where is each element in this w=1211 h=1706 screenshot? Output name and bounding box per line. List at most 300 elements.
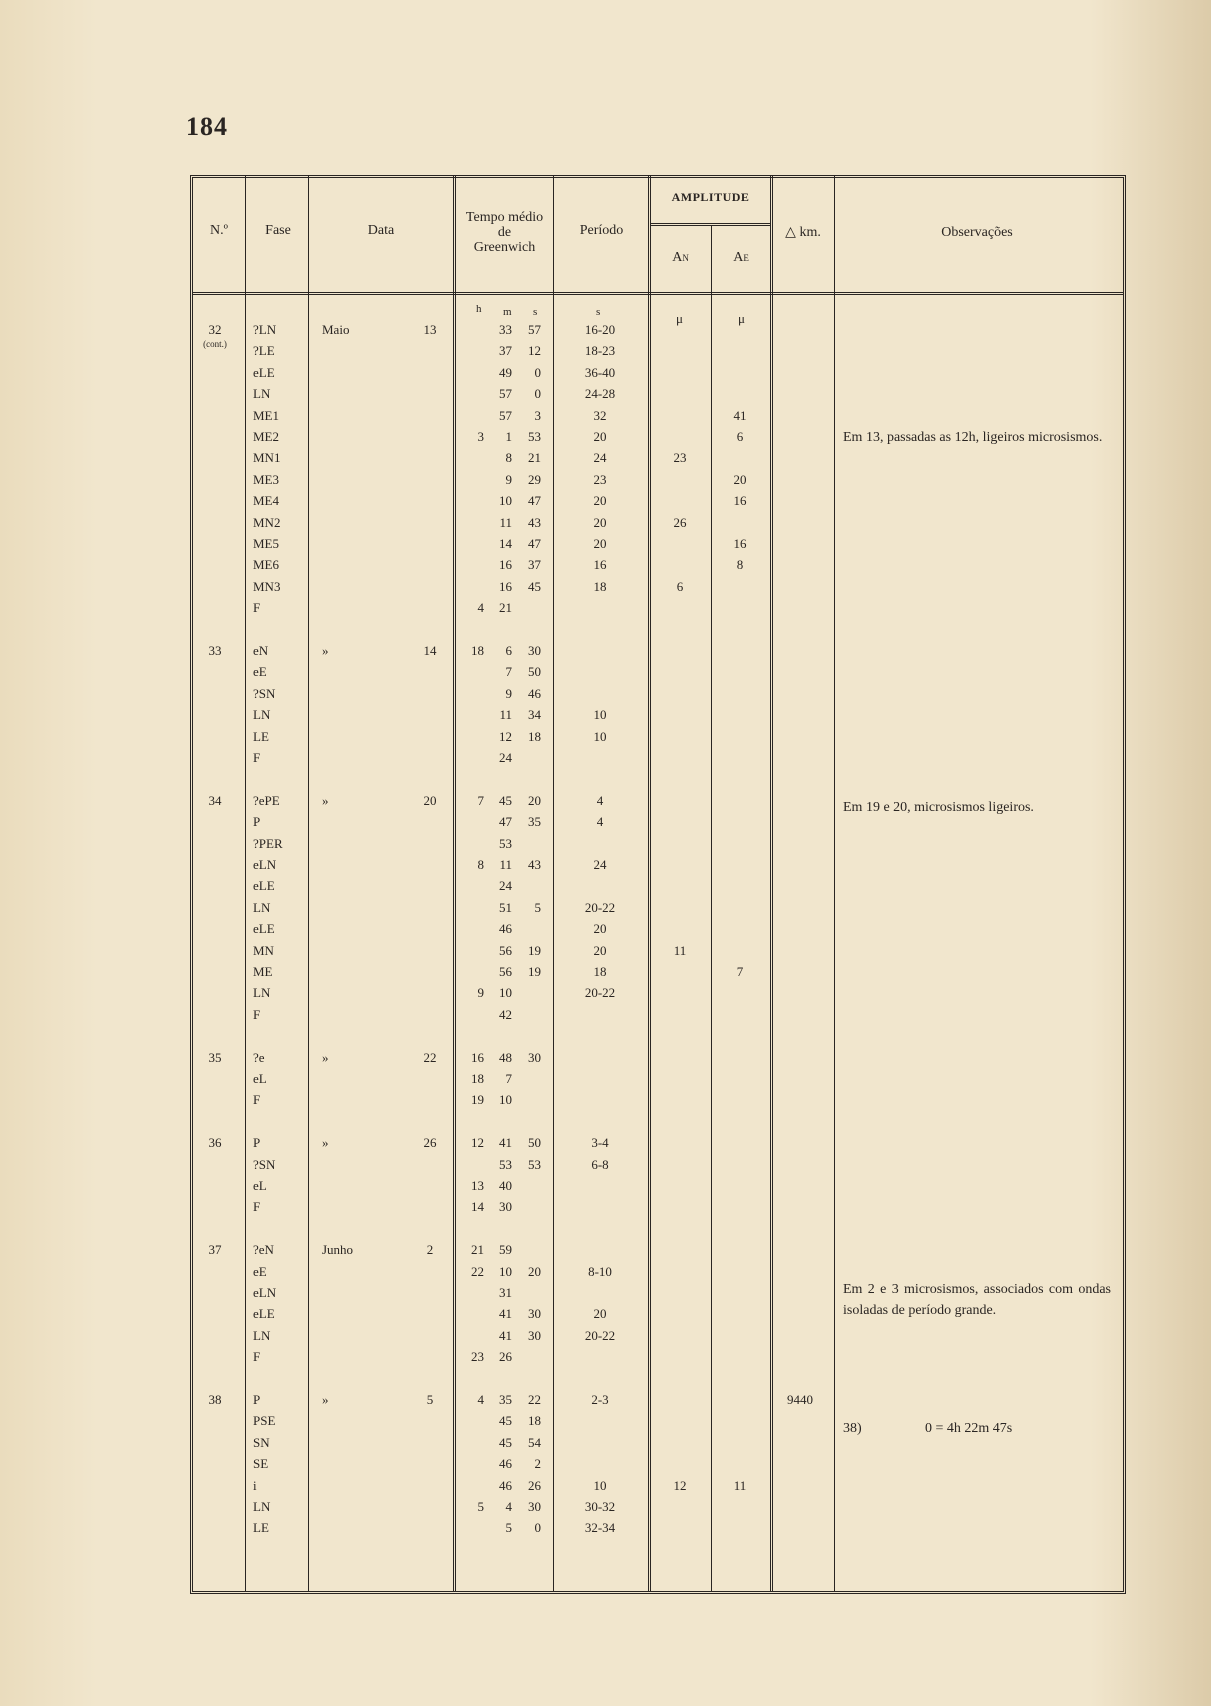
row-fase: eE xyxy=(253,1263,267,1279)
row-mes: » xyxy=(322,792,329,808)
row-fase: eLE xyxy=(253,364,275,380)
row-amplitude-e: 7 xyxy=(736,964,744,979)
row-fase: LN xyxy=(253,1327,271,1343)
row-periodo: 16-20 xyxy=(584,322,616,337)
row-hour: 23 xyxy=(471,1349,484,1365)
table-row xyxy=(0,1028,1211,1049)
row-amplitude-n: 12 xyxy=(673,1477,687,1493)
table-row xyxy=(0,322,1211,349)
row-fase: LN xyxy=(253,899,271,915)
row-second: 30 xyxy=(528,643,541,658)
table-row xyxy=(0,365,1211,386)
row-second: 57 xyxy=(528,322,541,337)
row-hour: 3 xyxy=(477,429,484,444)
row-fase: LN xyxy=(253,707,271,723)
row-minute: 41 xyxy=(499,1327,512,1343)
row-minute: 12 xyxy=(499,728,512,744)
row-fase: MN1 xyxy=(253,450,281,466)
row-periodo: 20 xyxy=(593,942,607,958)
row-second: 19 xyxy=(528,942,541,958)
row-periodo: 30-32 xyxy=(584,1499,616,1514)
row-fase: ME xyxy=(253,964,273,979)
row-fase: MN3 xyxy=(253,578,281,594)
row-minute: 24 xyxy=(499,878,512,894)
row-minute: 47 xyxy=(499,814,512,830)
row-fase: eL xyxy=(253,1178,267,1193)
table-row xyxy=(0,515,1211,536)
table-row xyxy=(0,643,1211,664)
table-row xyxy=(0,1520,1211,1541)
unit-ae: μ xyxy=(738,311,745,326)
row-minute: 21 xyxy=(499,600,512,616)
row-fase: eE xyxy=(253,664,267,680)
table-row xyxy=(0,1478,1211,1499)
row-second: 5 xyxy=(534,899,541,915)
row-fase: ?eN xyxy=(253,1242,274,1258)
row-minute: 8 xyxy=(505,450,512,466)
row-minute: 40 xyxy=(499,1178,512,1193)
row-number: 34 xyxy=(208,792,222,808)
row-second: 21 xyxy=(528,450,541,466)
row-minute: 49 xyxy=(499,364,512,380)
table-row xyxy=(0,921,1211,942)
table-row xyxy=(0,857,1211,878)
row-periodo: 18 xyxy=(593,578,607,594)
row-fase: PSE xyxy=(253,1413,276,1429)
row-amplitude-e: 16 xyxy=(733,536,747,551)
header-periodo: Período xyxy=(579,223,624,238)
row-second: 20 xyxy=(528,1263,541,1279)
row-periodo: 18-23 xyxy=(584,343,616,359)
row-minute: 53 xyxy=(499,1156,512,1172)
row-dia: 20 xyxy=(423,792,437,808)
row-second: 35 xyxy=(528,814,541,830)
row-fase: F xyxy=(253,1006,261,1022)
row-minute: 53 xyxy=(499,835,512,851)
row-fase: eLE xyxy=(253,921,275,937)
row-minute: 30 xyxy=(499,1199,512,1215)
table-row xyxy=(0,1157,1211,1178)
row-dia: 13 xyxy=(423,322,437,337)
row-periodo: 24 xyxy=(593,857,607,872)
table-row xyxy=(0,707,1211,728)
row-fase: P xyxy=(253,1392,261,1407)
row-periodo: 10 xyxy=(593,1477,607,1493)
header-ae-sub: E xyxy=(743,253,749,263)
row-mes: » xyxy=(322,1135,329,1151)
row-minute: 14 xyxy=(499,536,512,551)
unit-s: s xyxy=(533,306,538,318)
row-number: 32 xyxy=(208,322,222,337)
row-periodo: 6-8 xyxy=(591,1156,609,1172)
row-fase: SN xyxy=(253,1434,270,1450)
row-fase: ?ePE xyxy=(253,792,280,808)
row-minute: 57 xyxy=(499,386,512,402)
row-minute: 41 xyxy=(499,1135,512,1151)
table-row xyxy=(0,1050,1211,1071)
table-row xyxy=(0,1392,1211,1413)
row-periodo: 16 xyxy=(593,557,607,573)
table-row xyxy=(0,1413,1211,1434)
row-dia: 5 xyxy=(426,1392,434,1407)
row-minute: 4 xyxy=(505,1499,512,1514)
observation-38-ref: 38) xyxy=(843,1421,862,1436)
row-second: 53 xyxy=(528,1156,541,1172)
row-fase: ME1 xyxy=(253,407,279,423)
row-minute: 26 xyxy=(499,1349,512,1365)
row-minute: 11 xyxy=(499,514,512,530)
row-number: 36 xyxy=(208,1135,222,1151)
row-second: 47 xyxy=(528,536,541,551)
row-minute: 6 xyxy=(505,643,512,658)
row-fase: eLN xyxy=(253,1285,277,1300)
row-second: 54 xyxy=(528,1434,541,1450)
row-hour: 22 xyxy=(471,1263,484,1279)
row-amplitude-n: 23 xyxy=(673,450,687,466)
unit-an: μ xyxy=(676,311,683,326)
row-dia: 2 xyxy=(426,1242,434,1258)
row-fase: eLN xyxy=(253,857,277,872)
row-dia: 26 xyxy=(423,1135,437,1151)
row-periodo: 20 xyxy=(593,1306,607,1322)
row-minute: 7 xyxy=(505,1071,512,1086)
row-fase: eN xyxy=(253,643,269,658)
row-minute: 10 xyxy=(499,1092,512,1108)
table-row xyxy=(0,1199,1211,1220)
header-tempo-l2: de xyxy=(497,225,512,240)
row-second: 18 xyxy=(528,1413,541,1429)
table-row xyxy=(0,1242,1211,1263)
row-second: 34 xyxy=(528,707,541,723)
header-tempo xyxy=(456,210,553,255)
row-periodo: 20-22 xyxy=(584,985,616,1001)
row-number: 33 xyxy=(208,643,222,658)
row-periodo: 18 xyxy=(593,964,607,979)
table-row xyxy=(0,600,1211,621)
header-data: Data xyxy=(367,223,395,238)
row-periodo: 8-10 xyxy=(588,1263,612,1279)
row-periodo: 36-40 xyxy=(584,364,616,380)
row-amplitude-n: 11 xyxy=(673,942,687,958)
row-second: 37 xyxy=(528,557,541,573)
unit-periodo: s xyxy=(596,306,601,318)
row-periodo: 10 xyxy=(593,707,607,723)
row-amplitude-n: 6 xyxy=(676,578,684,594)
row-fase: P xyxy=(253,1135,261,1151)
row-amplitude-e: 20 xyxy=(733,471,747,487)
row-fase: LE xyxy=(253,728,269,744)
table-row xyxy=(0,900,1211,921)
table-row xyxy=(0,1456,1211,1477)
header-an xyxy=(650,250,711,266)
table-row xyxy=(0,1221,1211,1242)
row-hour: 18 xyxy=(471,1071,484,1086)
row-fase: LN xyxy=(253,1499,271,1514)
row-minute: 48 xyxy=(499,1049,512,1065)
row-minute: 37 xyxy=(499,343,512,359)
row-amplitude-n: 26 xyxy=(673,514,687,530)
table-row xyxy=(0,1007,1211,1028)
row-minute: 45 xyxy=(499,792,512,808)
row-second: 30 xyxy=(528,1327,541,1343)
table-row xyxy=(0,878,1211,899)
row-fase: ME4 xyxy=(253,493,279,509)
row-second: 19 xyxy=(528,964,541,979)
row-periodo: 20-22 xyxy=(584,899,616,915)
table-row xyxy=(0,1178,1211,1199)
row-periodo: 10 xyxy=(593,728,607,744)
amplitude-rule xyxy=(650,223,771,226)
row-number: 37 xyxy=(208,1242,222,1258)
header-no: N.º xyxy=(210,223,228,238)
row-fase: eL xyxy=(253,1071,267,1086)
row-fase: F xyxy=(253,1199,261,1215)
row-amplitude-e: 6 xyxy=(736,429,744,444)
row-fase: ?PER xyxy=(253,835,283,851)
row-fase: LN xyxy=(253,386,271,402)
row-periodo: 23 xyxy=(593,471,607,487)
row-second: 53 xyxy=(528,429,541,444)
row-periodo: 24-28 xyxy=(584,386,616,402)
row-periodo: 20 xyxy=(593,921,607,937)
row-periodo: 20-22 xyxy=(584,1327,616,1343)
row-second: 18 xyxy=(528,728,541,744)
row-periodo: 20 xyxy=(593,536,607,551)
row-mes: Junho xyxy=(322,1242,354,1258)
row-minute: 45 xyxy=(499,1413,512,1429)
row-periodo: 20 xyxy=(593,429,607,444)
row-fase: F xyxy=(253,750,261,765)
row-second: 43 xyxy=(528,514,541,530)
row-mes: » xyxy=(322,643,329,658)
row-second: 30 xyxy=(528,1499,541,1514)
row-second: 12 xyxy=(528,343,541,359)
table-row xyxy=(0,943,1211,964)
row-minute: 41 xyxy=(499,1306,512,1322)
row-hour: 18 xyxy=(471,643,484,658)
row-second: 0 xyxy=(534,386,541,402)
row-fase: ?SN xyxy=(253,685,276,701)
row-fase: ME6 xyxy=(253,557,279,573)
table-row xyxy=(0,450,1211,471)
header-an-sub: N xyxy=(682,253,689,263)
table-row xyxy=(0,985,1211,1006)
table-row xyxy=(0,493,1211,514)
row-fase: ?LE xyxy=(253,343,275,359)
row-fase: F xyxy=(253,1349,261,1365)
row-mes: » xyxy=(322,1049,329,1065)
row-minute: 10 xyxy=(499,985,512,1001)
row-minute: 11 xyxy=(499,707,512,723)
table-row xyxy=(0,1328,1211,1349)
row-hour: 7 xyxy=(477,792,484,808)
row-hour: 13 xyxy=(471,1178,484,1193)
row-periodo: 3-4 xyxy=(591,1135,609,1151)
table-row xyxy=(0,750,1211,771)
row-second: 46 xyxy=(528,685,541,701)
row-minute: 9 xyxy=(505,471,512,487)
row-fase: ?e xyxy=(253,1049,265,1065)
row-fase: MN2 xyxy=(253,514,281,530)
row-minute: 24 xyxy=(499,750,512,765)
row-fase: MN xyxy=(253,942,274,958)
row-second: 45 xyxy=(528,578,541,594)
row-fase: ?SN xyxy=(253,1156,276,1172)
table-row xyxy=(0,1349,1211,1370)
header-rule xyxy=(193,292,1123,295)
row-minute: 9 xyxy=(505,685,512,701)
header-amplitude: AMPLITUDE xyxy=(671,190,750,204)
row-minute: 46 xyxy=(499,921,512,937)
row-fase: LN xyxy=(253,985,271,1001)
row-second: 30 xyxy=(528,1049,541,1065)
table-row xyxy=(0,343,1211,364)
row-fase: SE xyxy=(253,1456,269,1472)
row-amplitude-e: 11 xyxy=(733,1477,747,1493)
header-an-letter: A xyxy=(672,250,683,265)
table-row xyxy=(0,1371,1211,1392)
row-fase: F xyxy=(253,1092,261,1108)
header-observacoes: Observações xyxy=(941,225,1013,240)
row-minute: 10 xyxy=(499,493,512,509)
row-fase: eLE xyxy=(253,878,275,894)
row-minute: 51 xyxy=(499,899,512,915)
row-periodo: 4 xyxy=(596,814,604,830)
observation-38-text: 0 = 4h 22m 47s xyxy=(925,1421,1013,1436)
header-ae xyxy=(712,250,770,266)
table-row xyxy=(0,836,1211,857)
row-dia: 22 xyxy=(423,1049,437,1065)
row-mes: Maio xyxy=(322,322,350,337)
row-second: 50 xyxy=(528,1135,541,1151)
row-number: 35 xyxy=(208,1049,222,1065)
row-minute: 31 xyxy=(499,1285,512,1300)
table-row xyxy=(0,386,1211,407)
table-row xyxy=(0,472,1211,493)
row-minute: 56 xyxy=(499,942,512,958)
header-tempo-l1: Tempo médio xyxy=(465,210,544,225)
header-tempo-l3: Greenwich xyxy=(473,240,536,255)
row-amplitude-e: 16 xyxy=(733,493,747,509)
row-periodo: 32 xyxy=(593,407,607,423)
table-row xyxy=(0,579,1211,600)
row-second: 26 xyxy=(528,1477,541,1493)
table-row xyxy=(0,686,1211,707)
row-fase: F xyxy=(253,600,261,616)
table-row xyxy=(0,557,1211,578)
row-amplitude-e: 8 xyxy=(736,557,744,573)
row-minute: 7 xyxy=(505,664,512,680)
observation-37: Em 2 e 3 microsismos, associados com ondas isoladas de período grande. xyxy=(843,1282,1111,1318)
row-fase: i xyxy=(253,1477,257,1493)
observation-34: Em 19 e 20, microsismos ligeiros. xyxy=(843,800,1034,815)
unit-h: h xyxy=(476,303,482,315)
row-second: 47 xyxy=(528,493,541,509)
unit-m: m xyxy=(503,306,512,318)
table-row xyxy=(0,964,1211,985)
row-periodo: 20 xyxy=(593,493,607,509)
row-minute: 46 xyxy=(499,1456,512,1472)
row-continued-note: (cont.) xyxy=(203,339,227,349)
observation-32: Em 13, passadas as 12h, ligeiros microsismos. xyxy=(843,430,1103,445)
page-number: 184 xyxy=(186,112,228,141)
table-row xyxy=(0,1092,1211,1113)
row-dia: 14 xyxy=(423,643,437,658)
row-minute: 35 xyxy=(499,1392,512,1407)
row-second: 43 xyxy=(528,857,541,872)
header-fase: Fase xyxy=(265,223,291,238)
row-minute: 59 xyxy=(499,1242,512,1258)
row-fase: ME3 xyxy=(253,471,279,487)
row-periodo: 4 xyxy=(596,792,604,808)
table-row xyxy=(0,622,1211,643)
table-row xyxy=(0,1114,1211,1135)
row-minute: 1 xyxy=(505,429,512,444)
row-second: 3 xyxy=(534,407,541,423)
row-periodo: 2-3 xyxy=(591,1392,609,1407)
row-number: 38 xyxy=(208,1392,222,1407)
row-fase: LE xyxy=(253,1520,269,1536)
row-hour: 4 xyxy=(477,600,484,616)
row-minute: 10 xyxy=(499,1263,512,1279)
row-minute: 11 xyxy=(499,857,512,872)
row-minute: 33 xyxy=(499,322,512,337)
row-hour: 9 xyxy=(477,985,484,1001)
row-second: 0 xyxy=(534,1520,541,1536)
row-minute: 46 xyxy=(499,1477,512,1493)
row-fase: P xyxy=(253,814,261,830)
row-second: 0 xyxy=(534,364,541,380)
row-second: 29 xyxy=(528,471,541,487)
row-second: 30 xyxy=(528,1306,541,1322)
row-hour: 4 xyxy=(477,1392,484,1407)
row-fase: eLE xyxy=(253,1306,275,1322)
row-second: 50 xyxy=(528,664,541,680)
row-second: 22 xyxy=(528,1392,541,1407)
row-mes: » xyxy=(322,1392,329,1407)
table-row xyxy=(0,771,1211,792)
row-fase: ME2 xyxy=(253,429,279,444)
row-hour: 14 xyxy=(471,1199,484,1215)
row-fase: ?LN xyxy=(253,322,277,337)
row-fase: ME5 xyxy=(253,536,279,551)
table-row xyxy=(0,729,1211,750)
row-hour: 12 xyxy=(471,1135,484,1151)
row-minute: 56 xyxy=(499,964,512,979)
table-row xyxy=(0,408,1211,429)
table-row xyxy=(0,1135,1211,1156)
row-periodo: 24 xyxy=(593,450,607,466)
row-hour: 8 xyxy=(477,857,484,872)
row-hour: 5 xyxy=(477,1499,484,1514)
table-row xyxy=(0,664,1211,685)
row-minute: 5 xyxy=(505,1520,512,1536)
table-row xyxy=(0,1071,1211,1092)
row-amplitude-e: 41 xyxy=(733,407,747,423)
header-km: △ km. xyxy=(785,225,821,240)
row-minute: 42 xyxy=(499,1006,512,1022)
row-hour: 16 xyxy=(471,1049,484,1065)
row-minute: 45 xyxy=(499,1434,512,1450)
table-row xyxy=(0,536,1211,557)
row-minute: 57 xyxy=(499,407,512,423)
row-hour: 19 xyxy=(471,1092,484,1108)
row-periodo: 32-34 xyxy=(584,1520,616,1536)
table-row xyxy=(0,1435,1211,1456)
row-minute: 16 xyxy=(499,557,512,573)
row-periodo: 20 xyxy=(593,514,607,530)
table-row xyxy=(0,1499,1211,1520)
